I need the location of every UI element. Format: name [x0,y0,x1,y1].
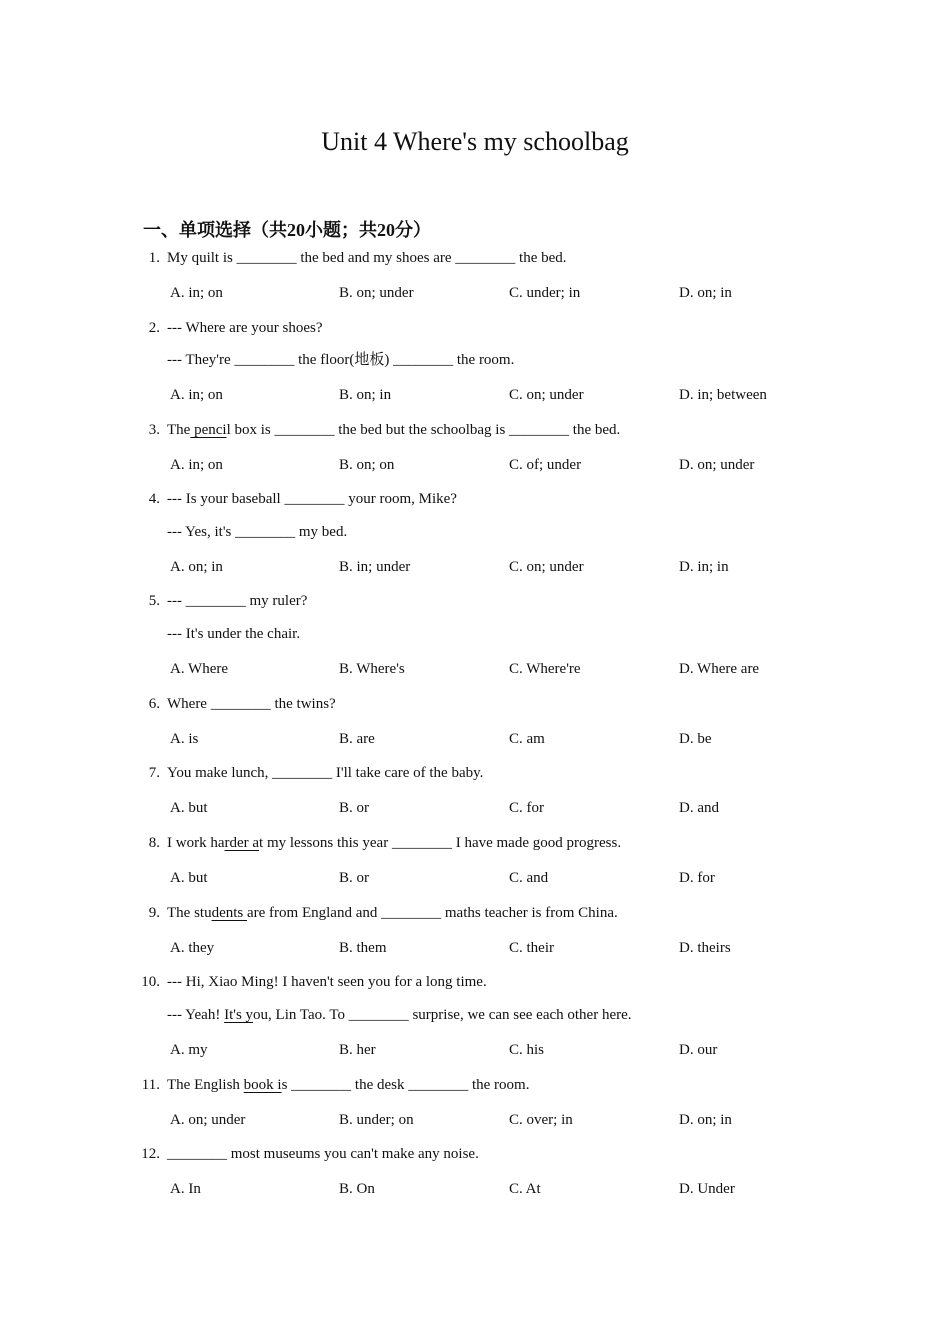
option-c: C. am [509,731,545,747]
option-d: D. theirs [679,940,731,956]
option-a: A. in; on [170,387,223,403]
option-a: A. in; on [170,457,223,473]
option-c: C. their [509,940,554,956]
question-text [167,420,620,440]
question-text: --- Hi, Xiao Ming! I haven't seen you for a long time. [167,974,487,990]
option-c: C. his [509,1042,545,1058]
underlined-segment: book i [243,1077,282,1093]
question-number: 12. [141,1146,160,1162]
question-text: --- ________ my ruler? [167,593,308,609]
option-a: A. is [170,731,199,747]
option-a: A. but [170,800,208,816]
option-a: A. my [170,1042,208,1058]
question-text: --- It's under the chair. [167,626,301,642]
question-number: 4. [148,491,160,507]
text-segment: --- Yeah! [167,1007,225,1023]
option-c: C. for [509,800,544,816]
question-text [167,1005,632,1025]
option-c: C. of; under [509,457,582,473]
option-d: D. in; between [679,387,767,403]
text-segment: The [167,422,191,438]
option-c: C. on; under [509,387,584,403]
option-c: C. Where're [509,661,581,677]
option-c: C. under; in [509,285,581,301]
text-segment: l box is ________ the bed but the schoolbag is ________ the bed. [226,422,621,438]
section-heading: 一、单项选择（共20小题；共20分） [143,220,431,240]
option-b: B. her [339,1042,376,1058]
option-d: D. on; in [679,285,732,301]
question-number: 10. [141,974,160,990]
option-c: C. At [509,1181,541,1197]
text-segment: I work ha [167,835,225,851]
option-b: B. or [339,800,369,816]
option-a: A. they [170,940,215,956]
question-text: You make lunch, ________ I'll take care of the baby. [167,765,484,781]
option-a: A. on; under [170,1112,246,1128]
option-c: C. over; in [509,1112,573,1128]
underlined-segment: rder a [224,835,260,851]
text-segment: s ________ the desk ________ the room. [281,1077,530,1093]
question-number: 9. [148,905,160,921]
question-text: --- They're ________ the floor(地板) ________ the room. [167,352,515,368]
question-number: 7. [148,765,160,781]
text-segment: are from England and ________ maths teacher is from China. [247,905,618,921]
option-a: A. Where [170,661,229,677]
question-number: 6. [148,696,160,712]
option-b: B. on; in [339,387,392,403]
option-b: B. under; on [339,1112,414,1128]
option-d: D. for [679,870,715,886]
underlined-segment: dents [211,905,247,921]
question-text: My quilt is ________ the bed and my shoes are ________ the bed. [167,250,567,266]
option-d: D. Under [679,1181,735,1197]
text-segment: t my lessons this year ________ I have made good progress. [259,835,622,851]
question-number: 11. [141,1077,160,1093]
text-segment: ou, Lin Tao. To ________ surprise, we can see each other here. [253,1007,632,1023]
question-number: 2. [148,320,160,336]
option-b: B. or [339,870,369,886]
option-b: B. in; under [339,559,411,575]
question-text: Where ________ the twins? [167,696,336,712]
question-text [167,833,621,853]
option-d: D. in; in [679,559,729,575]
option-b: B. Where's [339,661,405,677]
option-a: A. on; in [170,559,223,575]
option-d: D. our [679,1042,718,1058]
question-text: --- Is your baseball ________ your room, Mike? [167,491,457,507]
option-b: B. them [339,940,387,956]
question-text [167,903,618,923]
option-d: D. be [679,731,712,747]
question-number: 1. [148,250,160,266]
option-b: B. are [339,731,375,747]
question-number: 8. [148,835,160,851]
option-d: D. and [679,800,719,816]
option-d: D. on; in [679,1112,732,1128]
option-a: A. In [170,1181,201,1197]
option-d: D. on; under [679,457,755,473]
text-segment: The stu [167,905,212,921]
question-number: 3. [148,422,160,438]
option-d: D. Where are [679,661,760,677]
option-b: B. On [339,1181,375,1197]
option-b: B. on; on [339,457,395,473]
question-text: --- Where are your shoes? [167,320,323,336]
question-number: 5. [148,593,160,609]
option-b: B. on; under [339,285,414,301]
option-c: C. on; under [509,559,584,575]
text-segment: The English [167,1077,244,1093]
option-a: A. in; on [170,285,223,301]
page-title: Unit 4 Where's my schoolbag [321,127,629,156]
underlined-segment: penci [190,422,227,438]
question-text [167,1075,529,1095]
underlined-segment: It's y [224,1007,254,1023]
question-text: --- Yes, it's ________ my bed. [167,524,348,540]
option-c: C. and [509,870,549,886]
question-text: ________ most museums you can't make any noise. [167,1146,479,1162]
option-a: A. but [170,870,208,886]
